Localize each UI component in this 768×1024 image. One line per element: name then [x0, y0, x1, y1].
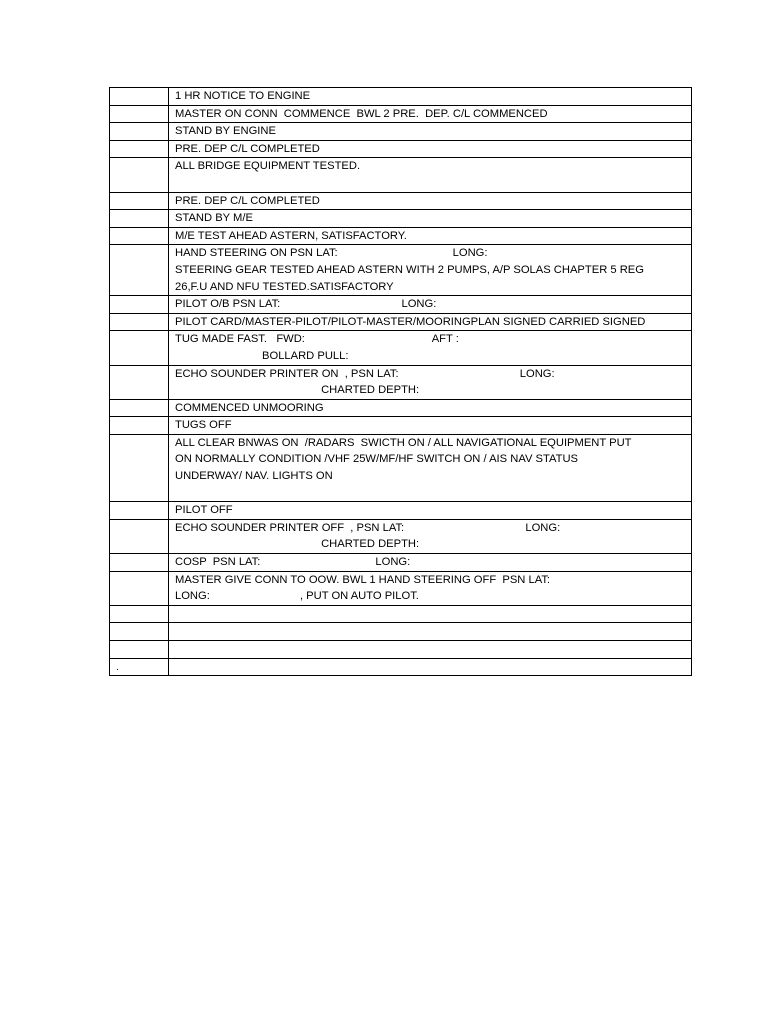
- checklist-row: [110, 605, 692, 623]
- entry-text-cell: [169, 641, 692, 659]
- entry-text-cell: [169, 658, 692, 676]
- checklist-row: [110, 158, 692, 192]
- entry-text-cell: [169, 296, 692, 314]
- entry-line: LONG: , PUT ON AUTO PILOT.: [175, 590, 419, 603]
- row-number-cell: [110, 313, 169, 331]
- entry-line: COMMENCED UNMOORING: [175, 401, 324, 414]
- entry-text-cell: [169, 123, 692, 141]
- entry-line: MASTER GIVE CONN TO OOW. BWL 1 HAND STEERING OFF PSN LAT:: [175, 573, 551, 586]
- entry-text-cell: [169, 519, 692, 553]
- checklist-row: [110, 331, 692, 365]
- row-number-cell: [110, 554, 169, 572]
- entry-line: 26,F.U AND NFU TESTED.SATISFACTORY: [175, 280, 394, 293]
- entry-line: PILOT O/B PSN LAT: LONG:: [175, 298, 437, 311]
- entry-line: ON NORMALLY CONDITION /VHF 25W/MF/HF SWITCH ON / AIS NAV STATUS: [175, 453, 578, 466]
- checklist-row: [110, 192, 692, 210]
- entry-text-cell: [169, 88, 692, 106]
- checklist-row: [110, 313, 692, 331]
- entry-line: BOLLARD PULL:: [175, 349, 349, 362]
- entry-text-cell: [169, 605, 692, 623]
- checklist-row: [110, 210, 692, 228]
- row-number-cell: [110, 296, 169, 314]
- entry-line: [175, 606, 685, 623]
- checklist-row: [110, 245, 692, 296]
- row-number-cell: [110, 417, 169, 435]
- checklist-row: [110, 519, 692, 553]
- entry-line: HAND STEERING ON PSN LAT: LONG:: [175, 247, 488, 260]
- entry-line: PRE. DEP C/L COMPLETED: [175, 142, 320, 155]
- checklist-row: [110, 571, 692, 605]
- row-number-cell: [110, 519, 169, 553]
- entry-line: [175, 175, 685, 192]
- entry-line: CHARTED DEPTH:: [175, 384, 420, 397]
- row-number-cell: [110, 605, 169, 623]
- entry-line: [175, 485, 685, 502]
- entry-text-cell: [169, 210, 692, 228]
- entry-line: MASTER ON CONN COMMENCE BWL 2 PRE. DEP. C/L COMMENCED: [175, 107, 548, 120]
- entry-text-cell: [169, 502, 692, 520]
- entry-line: PILOT CARD/MASTER-PILOT/PILOT-MASTER/MOORINGPLAN SIGNED CARRIED SIGNED: [175, 315, 646, 328]
- row-number-cell: [110, 571, 169, 605]
- entry-line: STAND BY M/E: [175, 212, 253, 225]
- entry-text-cell: [169, 623, 692, 641]
- entry-line: ECHO SOUNDER PRINTER OFF , PSN LAT: LONG:: [175, 521, 561, 534]
- entry-line: STAND BY ENGINE: [175, 125, 276, 138]
- row-number-cell: [110, 641, 169, 659]
- entry-text-cell: [169, 417, 692, 435]
- row-number-cell: [110, 88, 169, 106]
- checklist-table: [109, 87, 692, 676]
- row-number-cell: [110, 365, 169, 399]
- entry-line: [175, 659, 685, 676]
- entry-line: PILOT OFF: [175, 504, 233, 517]
- row-number-cell: [110, 399, 169, 417]
- entry-line: COSP PSN LAT: LONG:: [175, 556, 411, 569]
- entry-line: ECHO SOUNDER PRINTER ON , PSN LAT: LONG:: [175, 367, 555, 380]
- entry-line: UNDERWAY/ NAV. LIGHTS ON: [175, 470, 333, 483]
- entry-line: STEERING GEAR TESTED AHEAD ASTERN WITH 2 PUMPS, A/P SOLAS CHAPTER 5 REG: [175, 263, 644, 276]
- checklist-row: [110, 365, 692, 399]
- entry-line: [175, 623, 685, 640]
- row-number-cell: [110, 140, 169, 158]
- entry-text-cell: [169, 365, 692, 399]
- entry-line: ALL CLEAR BNWAS ON /RADARS SWICTH ON / ALL NAVIGATIONAL EQUIPMENT PUT: [175, 436, 632, 449]
- checklist-row: [110, 434, 692, 501]
- checklist-row: [110, 123, 692, 141]
- entry-text-cell: [169, 554, 692, 572]
- entry-line: M/E TEST AHEAD ASTERN, SATISFACTORY.: [175, 229, 407, 242]
- entry-line: ALL BRIDGE EQUIPMENT TESTED.: [175, 160, 361, 173]
- row-number-cell: [110, 105, 169, 123]
- checklist-row: [110, 296, 692, 314]
- row-number-cell: [110, 623, 169, 641]
- checklist-row: [110, 554, 692, 572]
- entry-text-cell: [169, 399, 692, 417]
- entry-line: [175, 641, 685, 658]
- entry-text-cell: [169, 571, 692, 605]
- entry-line: PRE. DEP C/L COMPLETED: [175, 194, 320, 207]
- row-number-cell: [110, 502, 169, 520]
- checklist-row: [110, 140, 692, 158]
- checklist-row: [110, 502, 692, 520]
- entry-text-cell: [169, 313, 692, 331]
- footer-mark: .: [116, 662, 119, 673]
- checklist-row: [110, 399, 692, 417]
- entry-text-cell: [169, 434, 692, 501]
- entry-text-cell: [169, 192, 692, 210]
- row-number-cell: [110, 192, 169, 210]
- row-number-cell: [110, 210, 169, 228]
- entry-text-cell: [169, 105, 692, 123]
- checklist-row: [110, 105, 692, 123]
- checklist-row: [110, 641, 692, 659]
- entry-text-cell: [169, 158, 692, 192]
- entry-text-cell: [169, 140, 692, 158]
- entry-line: 1 HR NOTICE TO ENGINE: [175, 90, 311, 102]
- entry-line: CHARTED DEPTH:: [175, 538, 420, 551]
- row-number-cell: [110, 245, 169, 296]
- checklist-row: [110, 417, 692, 435]
- entry-text-cell: [169, 227, 692, 245]
- entry-line: TUGS OFF: [175, 419, 232, 432]
- row-number-cell: [110, 158, 169, 192]
- entry-text-cell: [169, 331, 692, 365]
- entry-line: TUG MADE FAST. FWD: AFT :: [175, 333, 459, 346]
- checklist-row: [110, 227, 692, 245]
- row-number-cell: [110, 227, 169, 245]
- checklist-row: [110, 88, 692, 106]
- entry-text-cell: [169, 245, 692, 296]
- row-number-cell: [110, 331, 169, 365]
- row-number-cell: [110, 434, 169, 501]
- checklist-row: [110, 623, 692, 641]
- checklist-body: [110, 88, 692, 676]
- row-number-cell: [110, 123, 169, 141]
- checklist-row: [110, 658, 692, 676]
